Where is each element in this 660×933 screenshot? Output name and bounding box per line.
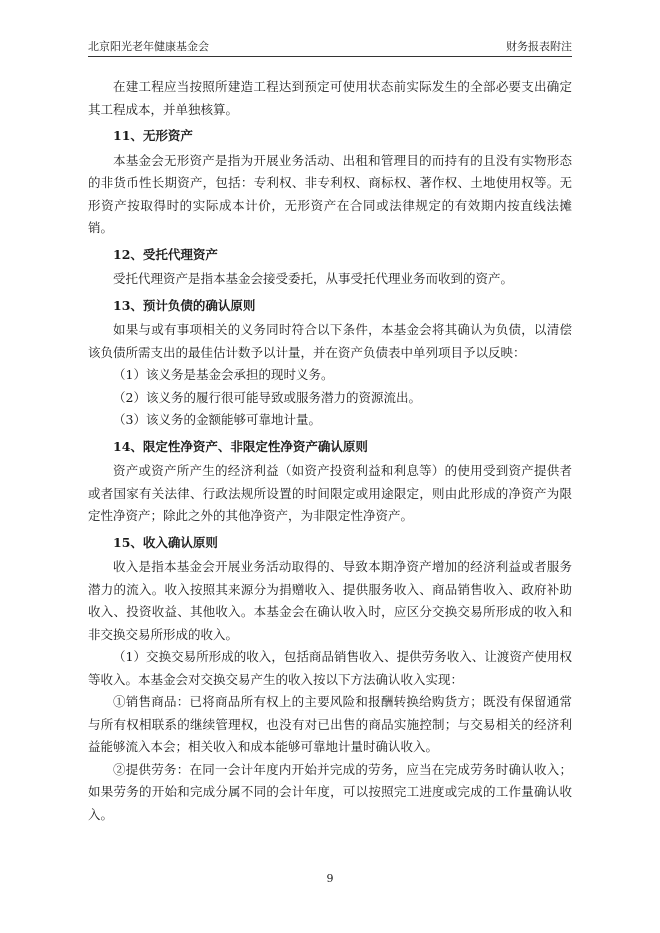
paragraph-construction: 在建工程应当按照所建造工程达到预定可使用状态前实际发生的全部必要支出确定其工程成本，并单独核算。 (88, 79, 572, 117)
paragraph-sales-goods: ①销售商品：已将商品所有权上的主要风险和报酬转换给购货方；既没有保留通常与所有权相联系的继续管理权，也没有对已出售的商品实施控制；与交易相关的经济利益能够流入本会；相关收入和成本能够可靠地计量时确认收入。 (88, 694, 572, 754)
list-item-13-1: （1）该义务是基金会承担的现时义务。 (113, 367, 334, 382)
paragraph-services: ②提供劳务：在同一会计年度内开始并完成的劳务，应当在完成劳务时确认收入；如果劳务的开始和完成分属不同的会计年度，可以按照完工进度或完成的工作量确认收入。 (88, 761, 572, 822)
section-heading-13: 13、预计负债的确认原则 (113, 297, 256, 313)
header-doc-title: 财务报表附注 (506, 40, 572, 53)
list-item-13-2: （2）该义务的履行很可能导致或服务潜力的资源流出。 (113, 389, 421, 405)
paragraph-intangible-assets: 本基金会无形资产是指为开展业务活动、出租和管理目的而持有的且没有实物形态的非货币性长期资产，包括：专利权、非专利权、商标权、著作权、土地使用权等。无形资产按取得时的实际成本计价，无形资产在合同或法律规定的有效期内按直线法摊销。 (88, 152, 572, 235)
paragraph-net-assets: 资产或资产所产生的经济利益（如资产投资利益和利息等）的使用受到资产提供者或者国家有关法律、行政法规所设置的时间限定或用途限定，则由此形成的净资产为限定性净资产；除此之外的其他净资产，为非限定性净资产。 (88, 463, 572, 523)
paragraph-entrusted-assets: 受托代理资产是指本基金会接受委托，从事受托代理业务而收到的资产。 (113, 271, 514, 286)
paragraph-revenue: 收入是指本基金会开展业务活动取得的、导致本期净资产增加的经济利益或者服务潜力的流入。收入按照其来源分为捐赠收入、提供服务收入、商品销售收入、政府补助收入、投资收益、其他收入。本基金会在确认收入时，应区分交换交易所形成的收入和非交换交易所形成的收入。 (88, 559, 572, 642)
paragraph-estimated-liabilities: 如果与或有事项相关的义务同时符合以下条件，本基金会将其确认为负债，以清偿该负债所需支出的最佳估计数予以计量，并在资产负债表中单列项目予以反映： (88, 322, 572, 360)
header-org: 北京阳光老年健康基金会 (88, 40, 209, 53)
document-body (88, 76, 572, 826)
section-heading-12: 12、受托代理资产 (113, 246, 218, 262)
list-item-13-3: （3）该义务的金额能够可靠地计量。 (113, 412, 321, 427)
page-number: 9 (326, 872, 334, 885)
section-heading-15: 15、收入确认原则 (113, 534, 218, 550)
paragraph-exchange-revenue: （1）交换交易所形成的收入，包括商品销售收入、提供劳务收入、让渡资产使用权等收入。本基金会对交换交易产生的收入按以下方法确认收入实现： (88, 649, 572, 687)
section-heading-14: 14、限定性净资产、非限定性净资产确认原则 (113, 438, 368, 454)
header-rule (88, 56, 572, 57)
section-heading-11: 11、无形资产 (113, 128, 193, 143)
page-header (88, 38, 572, 56)
